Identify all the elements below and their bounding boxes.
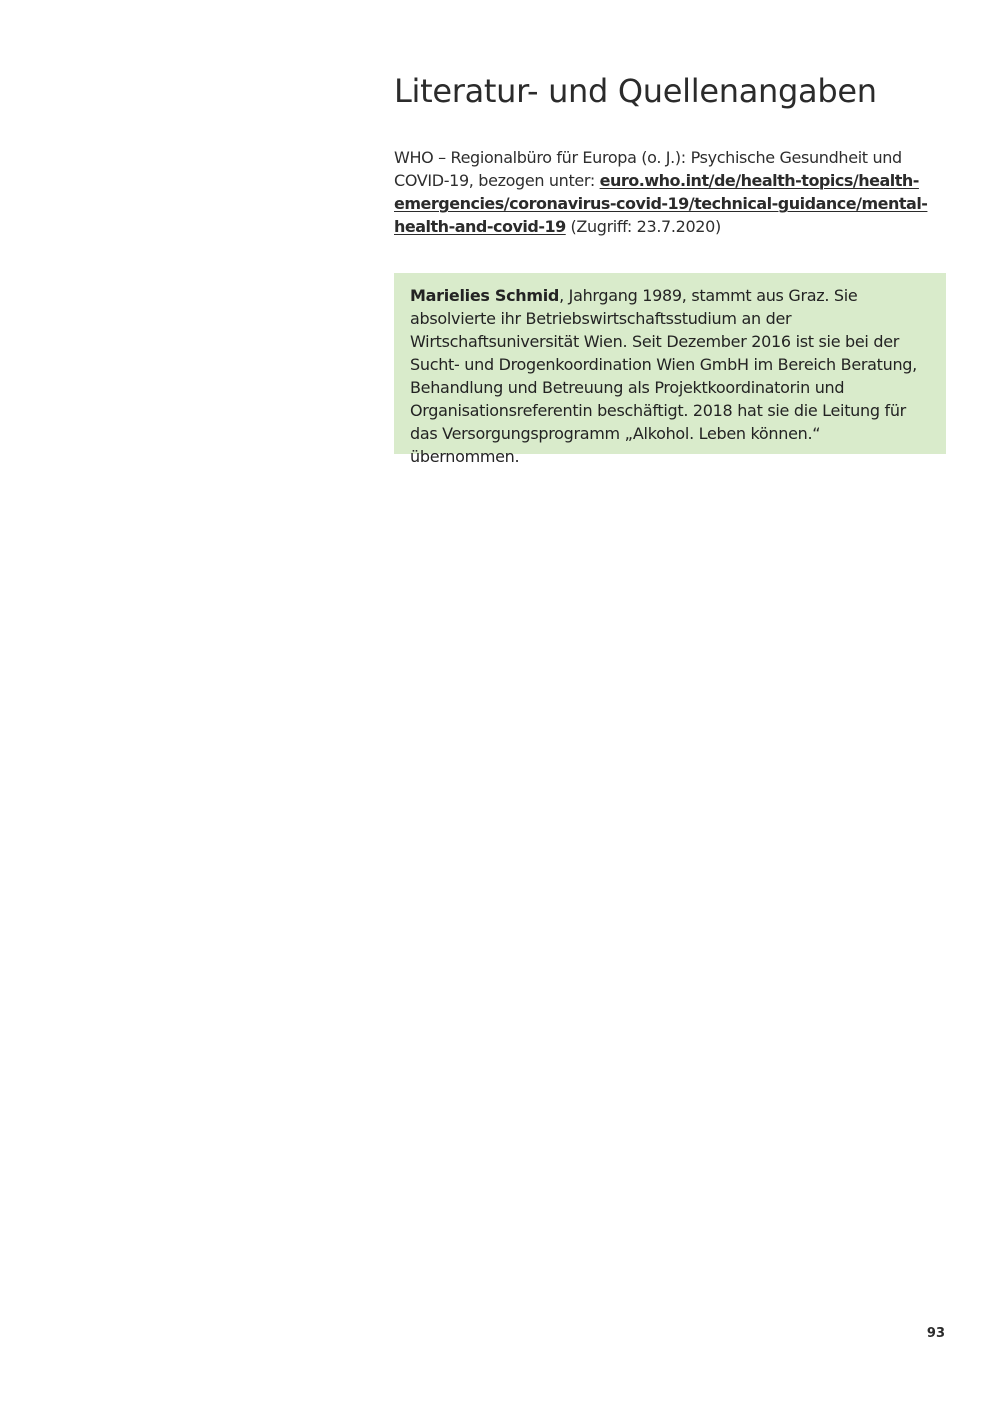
author-bio-body: , Jahrgang 1989, stammt aus Graz. Sie absolvierte ihr Betriebswirtschaftsstudium an der Wirtschaftsuniversität Wien. Seit Dezember 2016 ist sie bei der Sucht- und Drogenkoordination Wien GmbH im Bereich Beratung, Behandlung und Betreuung als Projektkoordinatorin und Organisationsreferentin beschäftigt. 2018 hat sie die Leitung für das Versorgungsprogramm „Alkohol. Leben können.“ übernommen. — [410, 286, 917, 466]
page-number: 93 — [926, 1326, 945, 1341]
reference-access-date: (Zugriff: 23.7.2020) — [565, 217, 721, 236]
author-bio-box — [394, 273, 946, 466]
reference-text: WHO – Regionalbüro für Europa (o. J.): Psychische Gesundheit und COVID-19, bezogen unter: — [394, 148, 902, 190]
author-name: Marielies Schmid — [410, 286, 560, 305]
page-title: Literatur- und Quellenangaben — [394, 72, 877, 110]
reference-entry — [394, 146, 949, 238]
reference-link[interactable]: euro.who.int/de/health-topics/health-emergencies/coronavirus-covid-19/technical-guidance/mental-health-and-covid-19 — [394, 171, 928, 236]
author-bio-text — [410, 284, 934, 468]
